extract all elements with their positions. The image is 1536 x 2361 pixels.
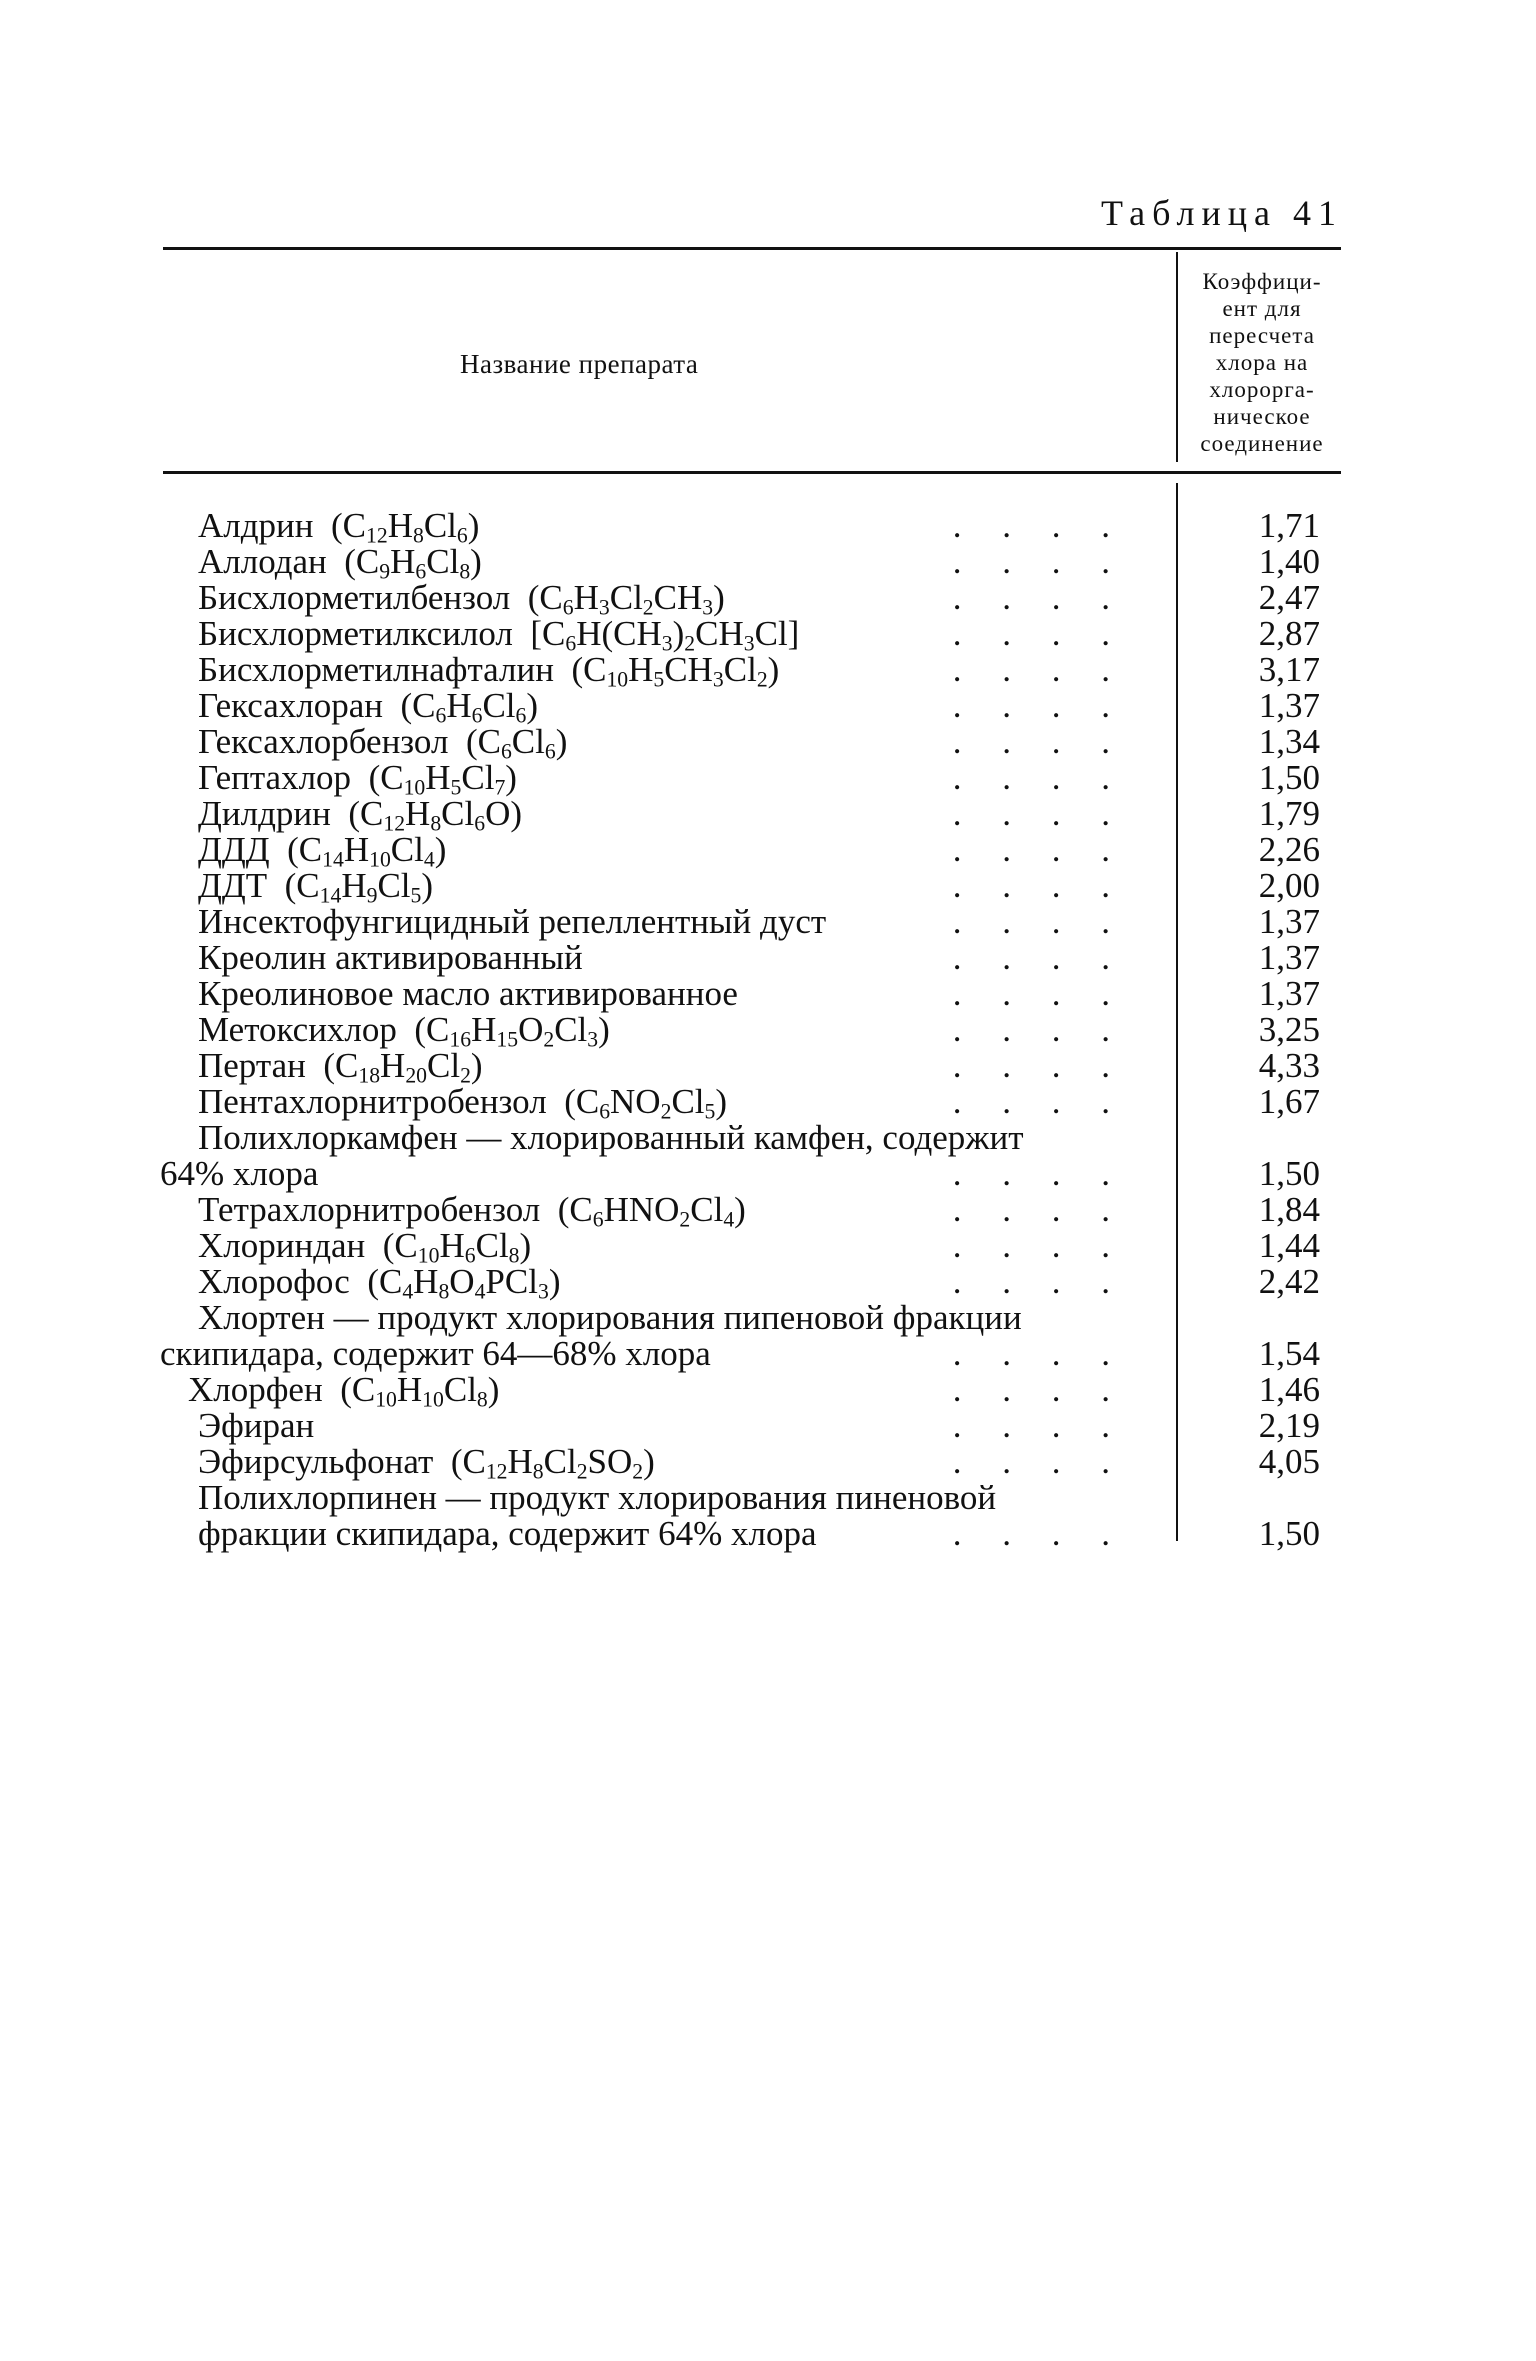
coefficient-value: 1,84 — [1258, 1190, 1320, 1229]
row-name — [198, 1442, 655, 1484]
table-row — [0, 1408, 1536, 1444]
coefficient-column-header — [1183, 268, 1341, 457]
coefficient-value: 4,33 — [1258, 1046, 1320, 1085]
chemical-formula: $(C_{14}H_{10}Cl_4)$ — [269, 830, 447, 872]
row-name — [198, 1226, 532, 1268]
chemical-formula: $(C_{18}H_{20}Cl_2)$ — [305, 1046, 483, 1088]
row-name — [198, 1010, 610, 1052]
coefficient-value: 2,87 — [1258, 614, 1320, 653]
chemical-formula: $(C_6H_6Cl_6)$ — [382, 686, 539, 728]
row-name — [198, 904, 826, 940]
table-row — [0, 1010, 1536, 1052]
coefficient-value: 1,50 — [1258, 1514, 1320, 1553]
table-row — [0, 722, 1536, 764]
row-name — [198, 758, 517, 800]
coefficient-value: 1,37 — [1258, 686, 1320, 725]
chemical-formula: $(C_6HNO_2Cl_4)$ — [540, 1190, 746, 1232]
coefficient-value: 1,37 — [1258, 902, 1320, 941]
row-name-line: 64% хлора — [160, 1154, 319, 1193]
coefficient-value: 1,67 — [1258, 1082, 1320, 1121]
table-row — [0, 542, 1536, 584]
name-column-header: Название препарата — [460, 349, 699, 379]
dot-leader: . . . . — [952, 1190, 1126, 1229]
dot-leader: . . . . — [952, 614, 1126, 653]
chemical-formula: $(C_{12}H_8Cl_6O)$ — [330, 794, 523, 836]
table-row — [0, 1046, 1536, 1088]
table-row — [0, 1082, 1536, 1124]
row-name-line: Полихлорпинен — продукт хлорирования пиненовой — [198, 1478, 997, 1517]
row-name — [198, 578, 725, 620]
row-name — [198, 1046, 483, 1088]
coefficient-value: 3,17 — [1258, 650, 1320, 689]
row-name — [198, 830, 447, 872]
coefficient-value: 1,50 — [1258, 1154, 1320, 1193]
row-name — [198, 506, 480, 548]
row-name — [198, 1408, 314, 1444]
substance-name: Эфиран — [198, 1406, 315, 1445]
dot-leader: . . . . — [952, 1334, 1126, 1373]
substance-name: Креолин активированный — [198, 938, 583, 977]
dot-leader: . . . . — [952, 1226, 1126, 1265]
row-name — [188, 1370, 500, 1412]
dot-leader: . . . . — [952, 1082, 1126, 1121]
dot-leader: . . . . — [952, 578, 1126, 617]
table-row — [0, 686, 1536, 728]
substance-name: Хлорфен — [188, 1370, 323, 1409]
table-row — [0, 1226, 1536, 1268]
substance-name: Бисхлорметилксилол — [198, 614, 513, 653]
substance-name: Хлорофос — [198, 1262, 350, 1301]
coefficient-value: 3,25 — [1258, 1010, 1320, 1049]
row-name — [198, 1190, 746, 1232]
coefficient-value: 4,05 — [1258, 1442, 1320, 1481]
substance-name: Бисхлорметилбензол — [198, 578, 511, 617]
row-name — [198, 650, 780, 692]
coef-header-line: хлора на — [1215, 350, 1309, 375]
row-name — [198, 542, 482, 584]
table-row — [0, 578, 1536, 620]
table-row — [0, 866, 1536, 908]
header-bottom-rule — [163, 471, 1341, 474]
chemical-formula: $(C_{10}H_5Cl_7)$ — [351, 758, 517, 800]
dot-leader: . . . . — [952, 1514, 1126, 1553]
table-row — [0, 904, 1536, 940]
substance-name: ДДТ — [198, 866, 268, 905]
dot-leader: . . . . — [952, 1262, 1126, 1301]
table-row — [0, 1190, 1536, 1232]
dot-leader: . . . . — [952, 758, 1126, 797]
dot-leader: . . . . — [952, 506, 1126, 545]
dot-leader: . . . . — [952, 650, 1126, 689]
chemical-formula: $(C_6H_3Cl_2CH_3)$ — [510, 578, 725, 620]
coef-header-line: пересчета — [1209, 323, 1315, 348]
row-name-line: фракции скипидара, содержит 64% хлора — [198, 1514, 817, 1553]
row-name-line: Полихлоркамфен — хлорированный камфен, содержит — [198, 1118, 1024, 1157]
dot-leader: . . . . — [952, 1010, 1126, 1049]
substance-name: Пентахлорнитробензол — [198, 1082, 547, 1121]
substance-name: Тетрахлорнитробензол — [198, 1190, 541, 1229]
coef-header-line: соединение — [1200, 431, 1324, 456]
table-row — [0, 1120, 1536, 1192]
chemical-formula: $(C_{14}H_9Cl_5)$ — [267, 866, 434, 908]
row-name — [198, 1262, 561, 1304]
dot-leader: . . . . — [952, 1370, 1126, 1409]
row-name — [198, 722, 568, 764]
row-name — [198, 1082, 728, 1124]
chemical-formula: $(C_{10}H_{10}Cl_8)$ — [322, 1370, 500, 1412]
dot-leader: . . . . — [952, 974, 1126, 1013]
coefficient-value: 1,50 — [1258, 758, 1320, 797]
row-name-line: Хлортен — продукт хлорирования пипеновой фракции — [198, 1298, 1022, 1337]
coefficient-value: 1,34 — [1258, 722, 1320, 761]
row-name — [198, 794, 523, 836]
table-row — [0, 794, 1536, 836]
coefficient-value: 2,00 — [1258, 866, 1320, 905]
coefficient-value: 1,71 — [1258, 506, 1320, 545]
coef-header-line: Коэффици- — [1202, 269, 1322, 294]
dot-leader: . . . . — [952, 1442, 1126, 1481]
dot-leader: . . . . — [952, 542, 1126, 581]
coef-header-line: ент для — [1222, 296, 1302, 321]
table-caption: Таблица 41 — [1101, 193, 1343, 233]
row-name — [198, 976, 738, 1012]
chemical-formula: $(C_9H_6Cl_8)$ — [326, 542, 482, 584]
coef-header-line: хлорорга- — [1209, 377, 1315, 402]
table-row — [0, 1442, 1536, 1484]
dot-leader: . . . . — [952, 938, 1126, 977]
substance-name: Гептахлор — [198, 758, 352, 797]
dot-leader: . . . . — [952, 866, 1126, 905]
coefficient-value: 1,54 — [1258, 1334, 1320, 1373]
coefficient-value: 1,37 — [1258, 938, 1320, 977]
row-name — [198, 686, 539, 728]
table-row — [0, 1480, 1536, 1552]
chemical-formula: $(C_6Cl_6)$ — [448, 722, 568, 764]
table-row — [0, 650, 1536, 692]
table-row — [0, 758, 1536, 800]
dot-leader: . . . . — [952, 722, 1126, 761]
chemical-formula: $(C_{12}H_8Cl_2SO_2)$ — [433, 1442, 655, 1484]
header-column-divider — [1176, 252, 1178, 462]
substance-name: Креолиновое масло активированное — [198, 974, 738, 1013]
table-row — [0, 1300, 1536, 1372]
coef-header-line: ническое — [1213, 404, 1311, 429]
table-row — [0, 940, 1536, 976]
dot-leader: . . . . — [952, 902, 1126, 941]
coefficient-value: 1,40 — [1258, 542, 1320, 581]
table-top-rule — [163, 247, 1341, 250]
dot-leader: . . . . — [952, 1154, 1126, 1193]
chemical-formula: $(C_{16}H_{15}O_2Cl_3)$ — [396, 1010, 610, 1052]
chemical-formula: $(C_4H_8O_4PCl_3)$ — [349, 1262, 561, 1304]
dot-leader: . . . . — [952, 794, 1126, 833]
coefficient-value: 1,79 — [1258, 794, 1320, 833]
substance-name: Пертан — [198, 1046, 306, 1085]
chemical-formula: $(C_6NO_2Cl_5)$ — [546, 1082, 728, 1124]
chemical-formula: $(C_{12}H_8Cl_6)$ — [313, 506, 480, 548]
table-row — [0, 1370, 1536, 1412]
dot-leader: . . . . — [952, 1406, 1126, 1445]
substance-name: Аллодан — [198, 542, 327, 581]
chemical-formula: $[C_6H(CH_3)_2CH_3Cl]$ — [512, 614, 800, 656]
table-body — [0, 508, 1536, 1552]
chemical-formula: $(C_{10}H_5CH_3Cl_2)$ — [553, 650, 780, 692]
substance-name: ДДД — [198, 830, 270, 869]
substance-name: Алдрин — [198, 506, 314, 545]
substance-name: Гексахлорбензол — [198, 722, 449, 761]
row-name-line: скипидара, содержит 64—68% хлора — [160, 1334, 711, 1373]
coefficient-value: 1,44 — [1258, 1226, 1320, 1265]
substance-name: Эфирсульфонат — [198, 1442, 434, 1481]
chemical-formula: $(C_{10}H_6Cl_8)$ — [365, 1226, 532, 1268]
substance-name: Метоксихлор — [198, 1010, 397, 1049]
substance-name: Бисхлорметилнафталин — [198, 650, 554, 689]
dot-leader: . . . . — [952, 830, 1126, 869]
coefficient-value: 2,47 — [1258, 578, 1320, 617]
row-name — [198, 940, 583, 976]
table-row — [0, 614, 1536, 656]
coefficient-value: 1,46 — [1258, 1370, 1320, 1409]
coefficient-value: 2,26 — [1258, 830, 1320, 869]
table-row — [0, 976, 1536, 1012]
table-row — [0, 1262, 1536, 1304]
coefficient-value: 2,19 — [1258, 1406, 1320, 1445]
substance-name: Инсектофунгицидный репеллентный дуст — [198, 902, 827, 941]
row-name — [198, 866, 434, 908]
dot-leader: . . . . — [952, 1046, 1126, 1085]
substance-name: Гексахлоран — [198, 686, 383, 725]
dot-leader: . . . . — [952, 686, 1126, 725]
coefficient-value: 1,37 — [1258, 974, 1320, 1013]
table-row — [0, 506, 1536, 548]
table-row — [0, 830, 1536, 872]
coefficient-value: 2,42 — [1258, 1262, 1320, 1301]
substance-name: Дилдрин — [198, 794, 331, 833]
substance-name: Хлориндан — [198, 1226, 366, 1265]
row-name — [198, 614, 800, 656]
